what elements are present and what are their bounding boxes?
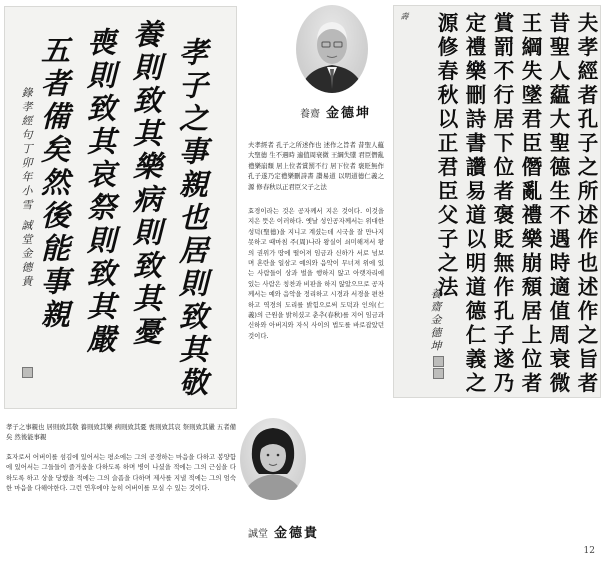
author-bottom-korean-text	[6, 452, 236, 494]
calligraphy-column: 夫孝經者孔子之所述作也述作之旨者	[574, 12, 598, 396]
calligraphy-column: 源修春秋以正君臣父子之法	[434, 12, 458, 300]
calligraphy-column: 昔聖人藴大聖德生不遇時適值周衰微	[546, 12, 570, 396]
hanja-paragraph: 夫孝經者 孔子之所述作也 述作之旨者 昔聖人藴大聖德 生不遇時 適值周衰微 王綱失墜 君臣僭亂 禮樂崩頹 居上位者賞罰不行 居下位者 褒貶無作 孔子遂乃定禮樂刪詩書 讚易道 以明道德仁義之源 修春秋以正君臣父子之法	[248, 141, 384, 191]
korean-paragraph: 효경이라는 것은 공자께서 지은 것이다. 이것을 지은 뜻은 이러하다. 옛날 성인공자께서는 위대한 성덕(聖德)을 지니고 계셨는데 시국을 잘 만나지 못하고 때마침 주(周)나라 왕실이 쇠미해져서 왕의 권위가 땅에 떨어져 임금과 신하가 서로 넘보며 혼란을 일삼고 예의와 음악이 무너져 위에 있는 사람들이 상과 벌을 행하지 않고 아랫자리에 있는 사람은 칭찬과 비판을 하지 않았으므로 공자께서는 예와 음악을 정리하고 시경과 서경을 편찬하고 역경의 도리를 밝힘으로써 도덕과 인의(仁義)의 근원을 밝히셨고 춘추(春秋)를 지어 임금과 신하와 아버지와 자식 사이의 법도를 바로잡았던 것이다.	[248, 207, 384, 340]
author-top-korean-text	[248, 206, 384, 341]
artist-seal	[433, 368, 444, 379]
artist-seal	[22, 367, 33, 378]
left-calligraphy-artwork	[4, 6, 237, 409]
full-name: 金德坤	[326, 106, 372, 121]
author-top-hanja-text	[248, 140, 384, 192]
pen-name: 養齋	[300, 109, 320, 120]
portrait-woman-icon	[240, 418, 306, 500]
author-bottom-hanja-text	[6, 422, 236, 443]
calligraphy-column: 五者備矣然後能事親	[37, 35, 71, 332]
page-number: 12	[583, 546, 595, 556]
korean-paragraph: 효자로서 어버이를 섬김에 있어서는 평소에는 그의 공경하는 마음을 다하고 봉양함에 있어서는 그들들이 즐거움을 다하도록 하며 병이 나셨을 적에는 그의 근심을 다하도록 하고 상을 당했을 적에는 그의 슬픔을 다하며 제사를 지낼 적에는 그의 엄숙한 마음을 다해야한다. 그런 연후에야 능히 어버이를 모실 수 있는 것이다.	[6, 453, 236, 493]
calligraphy-column: 賞罰不行居下位者褒貶無作孔子遂乃	[490, 12, 514, 396]
right-calligraphy-artwork	[393, 5, 601, 398]
hanja-paragraph: 孝子之事親也 居則致其敬 養則致其樂 病則致其憂 喪則致其哀 祭則致其嚴 五者備矣 然後能事親	[6, 423, 236, 442]
author-portrait-bottom	[240, 418, 306, 500]
calligraphy-column: 定禮樂刪詩書讚易道以明道德仁義之	[462, 12, 486, 396]
author-name-top	[300, 102, 371, 121]
artist-signature: 養齋金德坤	[429, 288, 442, 353]
full-name: 金德貴	[274, 526, 320, 541]
calligraphy-column: 養則致其樂病則致其憂	[129, 19, 163, 349]
author-name-bottom	[248, 522, 319, 541]
pen-name: 誠堂	[248, 529, 268, 540]
artist-signature: 錄孝經句丁卯年小雪 誠堂金德貴	[20, 87, 33, 290]
portrait-man-icon	[296, 5, 368, 93]
calligraphy-column: 喪則致其哀祭則致其嚴	[83, 27, 117, 357]
author-portrait-top	[296, 5, 368, 93]
header-stamp: 壽	[400, 12, 409, 23]
artist-seal	[433, 356, 444, 367]
calligraphy-column: 孝子之事親也居則致其敬	[175, 37, 209, 400]
calligraphy-column: 王綱失墜君臣僭亂禮樂崩頹居上位者	[518, 12, 542, 396]
